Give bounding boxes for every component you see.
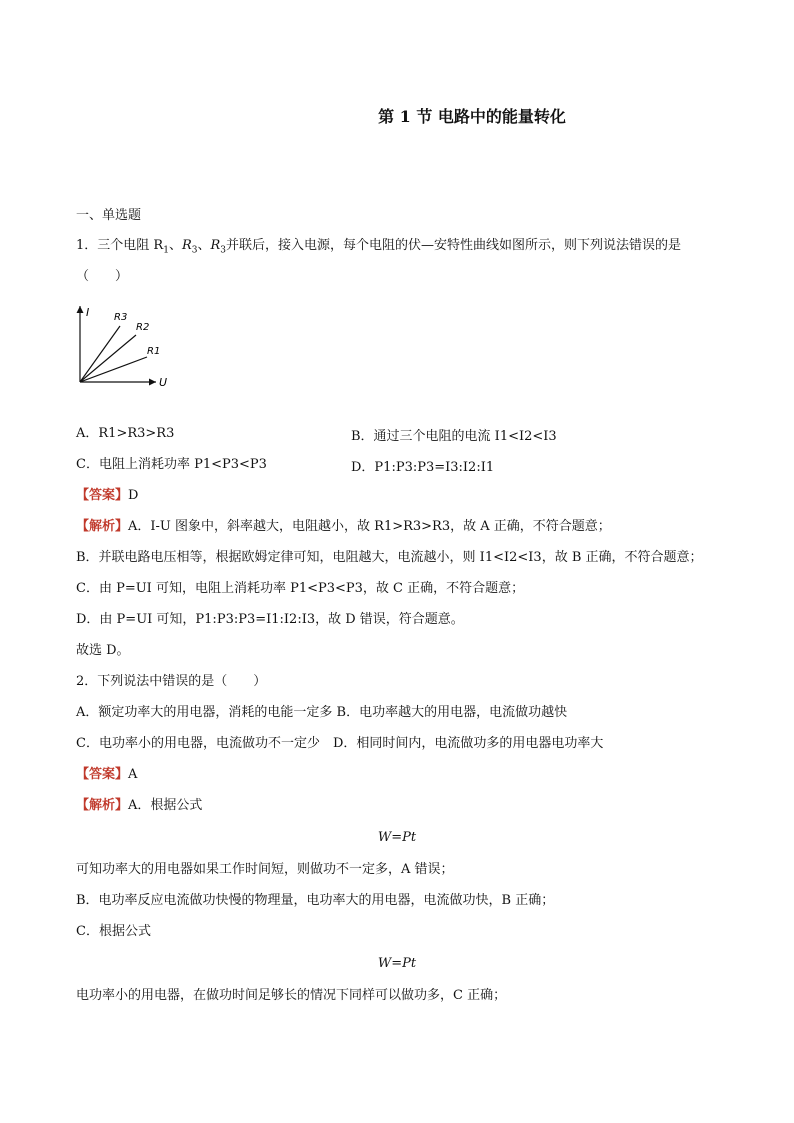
q1-option-d: D．P1:P3:P3=I3:I2:I1: [351, 460, 495, 475]
q2-analysis-c: C．根据公式: [76, 924, 151, 939]
q2-options-cd: C．电功率小的用电器，电流做功不一定少 D．相同时间内，电流做功多的用电器电功率大: [76, 736, 604, 751]
q1-analysis-a: 【解析】A．I-U 图象中，斜率越大，电阻越小，故 R1>R3>R3，故 A 正确，不符合题意；: [76, 519, 611, 534]
q1-answer: 【答案】D: [76, 488, 139, 503]
label-i: I: [86, 306, 90, 319]
label-r2: R2: [136, 322, 150, 333]
label-u: U: [159, 376, 168, 389]
q2-analysis-a2: 可知功率大的用电器如果工作时间短，则做功不一定多，A 错误；: [76, 862, 454, 877]
label-r3: R3: [114, 312, 128, 323]
q2-stem: 2．下列说法中错误的是（ ）: [76, 674, 267, 689]
q2-answer: 【答案】A: [76, 767, 138, 782]
q2-options-ab: A．额定功率大的用电器，消耗的电能一定多 B．电功率越大的用电器，电流做功越快: [76, 705, 568, 720]
label-r1: R1: [147, 346, 161, 357]
q1-paren: （ ）: [76, 269, 129, 284]
q2-formula-2: W=Pt: [377, 956, 417, 971]
q1-analysis-b: B．并联电路电压相等，根据欧姆定律可知，电阻越大，电流越小，则 I1<I2<I3，故 B 正确，不符合题意；: [76, 550, 703, 565]
q2-analysis-c2: 电功率小的用电器，在做功时间足够长的情况下同样可以做功多，C 正确；: [76, 988, 507, 1003]
q1-option-a: A．R1>R3>R3: [76, 426, 175, 441]
section-heading: 一、单选题: [76, 208, 142, 223]
q1-analysis-c: C．由 P=UI 可知，电阻上消耗功率 P1<P3<P3，故 C 正确，不符合题意；: [76, 581, 525, 596]
q1-stem: 1．三个电阻 $R_1$、$R_3$、$R_3$并联后，接入电源，每个电阻的伏—安特性曲线如图所示，则下列说法错误的是: [76, 238, 682, 256]
q2-analysis-b: B．电功率反应电流做功快慢的物理量，电功率大的用电器，电流做功快，B 正确；: [76, 893, 555, 908]
q1-option-c: C．电阻上消耗功率 P1<P3<P3: [76, 457, 267, 472]
page-title: 第 1 节 电路中的能量转化: [378, 107, 566, 126]
q2-analysis-a: 【解析】A．根据公式: [76, 798, 203, 813]
line-r1: [80, 357, 147, 382]
q1-analysis-d: D．由 P=UI 可知，P1:P3:P3=I1:I2:I3，故 D 错误，符合题意。: [76, 612, 464, 627]
q1-conclusion: 故选 D。: [76, 643, 130, 658]
iu-graph: [70, 302, 180, 392]
q2-formula-1: W=Pt: [377, 830, 417, 845]
q1-option-b: B．通过三个电阻的电流 I1<I2<I3: [351, 429, 557, 444]
